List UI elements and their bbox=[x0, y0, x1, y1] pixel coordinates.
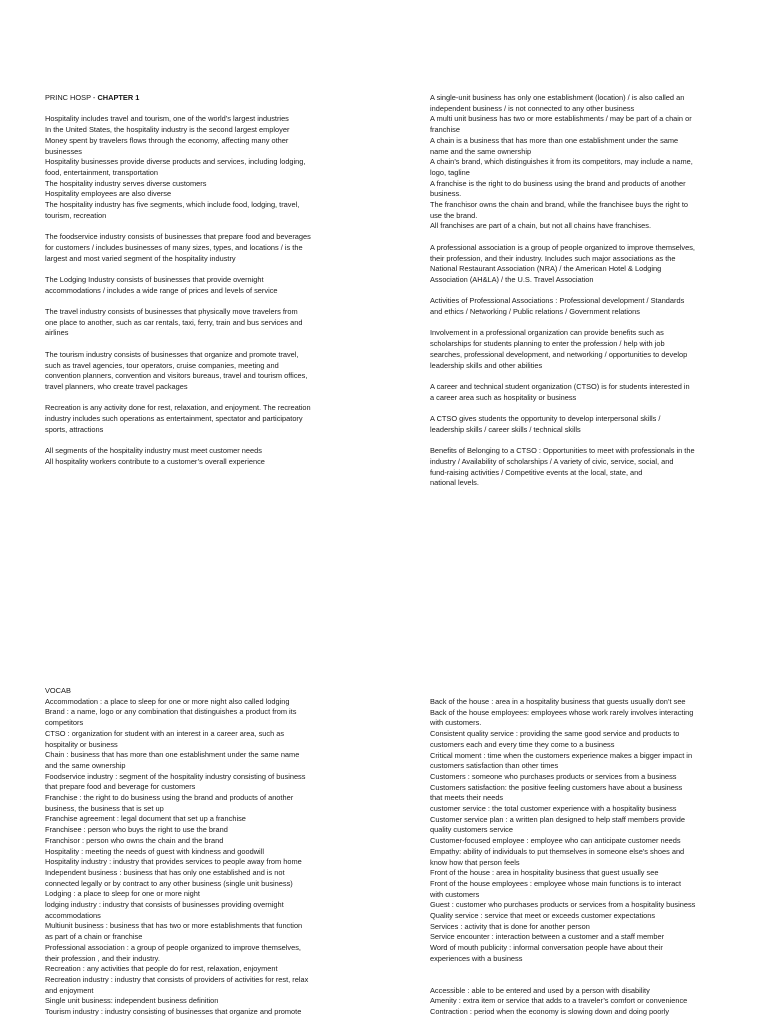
paragraph: Activities of Professional Associations : Professional development / Standards and ethics / Networking / Public relations / Government relations bbox=[430, 296, 685, 317]
paragraph: Recreation is any activity done for rest, relaxation, and enjoyment. The recreation industry includes such operations as entertainment, spectator and participatory sports, attractions bbox=[45, 403, 311, 434]
paragraph: Hospitality includes travel and tourism, one of the world’s largest industries In the United States, the hospitality industry is the second largest employer Money spent by travelers flows through the economy, affecting many other businesses Hospitality businesses provide diverse products and services, including lodging, food, entertainment, transportation The hospitality industry serves diverse customers Hospitality employees are also diverse The hospitality industry has five segments, which include food, lodging, travel, tourism, recreation bbox=[45, 114, 306, 220]
business-notes-column bbox=[430, 93, 726, 489]
paragraph: Accessible : able to be entered and used by a person with disability Amenity : extra item or service that adds to a traveler’s comfort or convenience Contraction : period when the economy is slowing down and doing poorly bbox=[430, 985, 688, 1016]
chapter-notes-column bbox=[45, 93, 341, 468]
paragraph: A career and technical student organization (CTSO) is for students interested in a career area such as hospitality or business bbox=[430, 381, 690, 402]
paragraph: The tourism industry consists of businesses that organize and promote travel, such as travel agencies, tour operators, cruise companies, meeting and convention planners, convention and visitors bureaus, travel and tourism offices, travel planners, who create travel packages bbox=[45, 349, 308, 391]
chapter-label: CHAPTER 1 bbox=[97, 93, 140, 102]
paragraph: Involvement in a professional organization can provide benefits such as scholarships for students planning to enter the profession / help with job searches, professional development, and networking / opportunities to develop leadership skills and other abilities bbox=[430, 328, 688, 370]
vocab-list: VOCAB Accommodation : a place to sleep for one or more night also called lodging Brand : a name, logo or any combination that distinguishes a product from its competitors CTSO : organization for student with an interest in a career area, such as hospitality or business Chain : business that has more than one establishment under the same name and the same ownership Foodservice industry : segment of the hospitality industry consisting of business that prepare food and beverage for customers Franchise : the right to do business using the brand and products of another business, the business that is set up Franchise agreement : legal document that set up a franchise Franchisee : person who buys the right to use the brand Franchisor : person who owns the chain and the brand Hospitality : meeting the needs of guest with kindness and goodwill Hospitality industry : industry that provides services to people away from home Independent business : business that has only one established and is not connected legally or by contract to any other business (single unit business) Lodging : a place to sleep for one or more night lodging industry : industry that consists of businesses providing overnight accommodations Multiunit business : business that has two or more establishments that function as part of a chain or franchise Professional association : a group of people organized to improve themselves, their profession , and their industry. Recreation : any activities that people do for rest, relaxation, enjoyment Recreation industry : industry that consists of providers of activities for rest, relax and enjoyment Single unit business: independent business definition Tourism industry : industry consisting of businesses that organize and promote bbox=[45, 686, 309, 1017]
paragraph: The Lodging Industry consists of businesses that provide overnight accommodations / includes a wide range of prices and levels of service bbox=[45, 274, 278, 295]
customer-service-vocab-column bbox=[430, 697, 726, 1018]
course-label: PRINC HOSP - bbox=[45, 93, 98, 102]
paragraph: A single-unit business has only one establishment (location) / is also called an independent business / is not connected to any other business A multi unit business has two or more establishments / may be part of a chain or franchise A chain is a business that has more than one establishment under the same name and the same ownership A chain’s brand, which distinguishes it from its competitors, may include a name, logo, tagline A franchise is the right to do business using the brand and products of another business. The franchisor owns the chain and brand, while the franchisee buys the right to use the brand. All franchises are part of a chain, but not all chains have franchises. bbox=[430, 93, 693, 231]
paragraph: The foodservice industry consists of businesses that prepare food and beverages for customers / includes businesses of many sizes, types, and locations / is the largest and most varied segment of the hospitality industry bbox=[45, 232, 311, 263]
paragraph: Benefits of Belonging to a CTSO : Opportunities to meet with professionals in the industry / Availability of scholarships / A variety of civic, service, social, and fund-raising activities / Competitive events at the local, state, and national levels. bbox=[430, 446, 695, 488]
paragraph: A professional association is a group of people organized to improve themselves, their profession, and their industry. Includes such major associations as the National Restaurant Association (NRA) / the American Hotel & Lodging Association (AH&LA) / the U.S. Travel Association bbox=[430, 242, 695, 284]
paragraph: The travel industry consists of businesses that physically move travelers from one place to another, such as car rentals, taxi, ferry, train and bus services and airlines bbox=[45, 307, 303, 338]
paragraph: All segments of the hospitality industry must meet customer needs All hospitality workers contribute to a customer’s overall experience bbox=[45, 446, 265, 466]
chapter-heading bbox=[45, 93, 341, 104]
vocab-column bbox=[45, 686, 341, 1018]
paragraph: Back of the house : area in a hospitality business that guests usually don’t see Back of the house employees: employees whose work rarely involves interacting with customers. Consistent quality service : providing the same good service and products to customers each and every time they come to a business Critical moment : time when the customers experience makes a bigger impact in customers satisfaction than other times Customers : someone who purchases products or services from a business Customers satisfaction: the positive feeling customers have about a business that meets their needs customer service : the total customer experience with a hospitality business Customer service plan : a written plan designed to help staff members provide quality customers service Customer-focused employee : employee who can anticipate customer needs Empathy: ability of individuals to put themselves in someone else’s shoes and know how that person feels Front of the house : area in hospitality business that guest usually see Front of the house employees : employee whose main functions is to interact with customers Guest : customer who purchases products or services from a hospitality business Quality service : service that meet or exceeds customer expectations Services : activity that is done for another person Service encounter : interaction between a customer and a staff member Word of mouth publicity : informal conversation people have about their experiences with a business bbox=[430, 697, 696, 963]
paragraph: A CTSO gives students the opportunity to develop interpersonal skills / leadership skills / career skills / technical skills bbox=[430, 414, 661, 434]
